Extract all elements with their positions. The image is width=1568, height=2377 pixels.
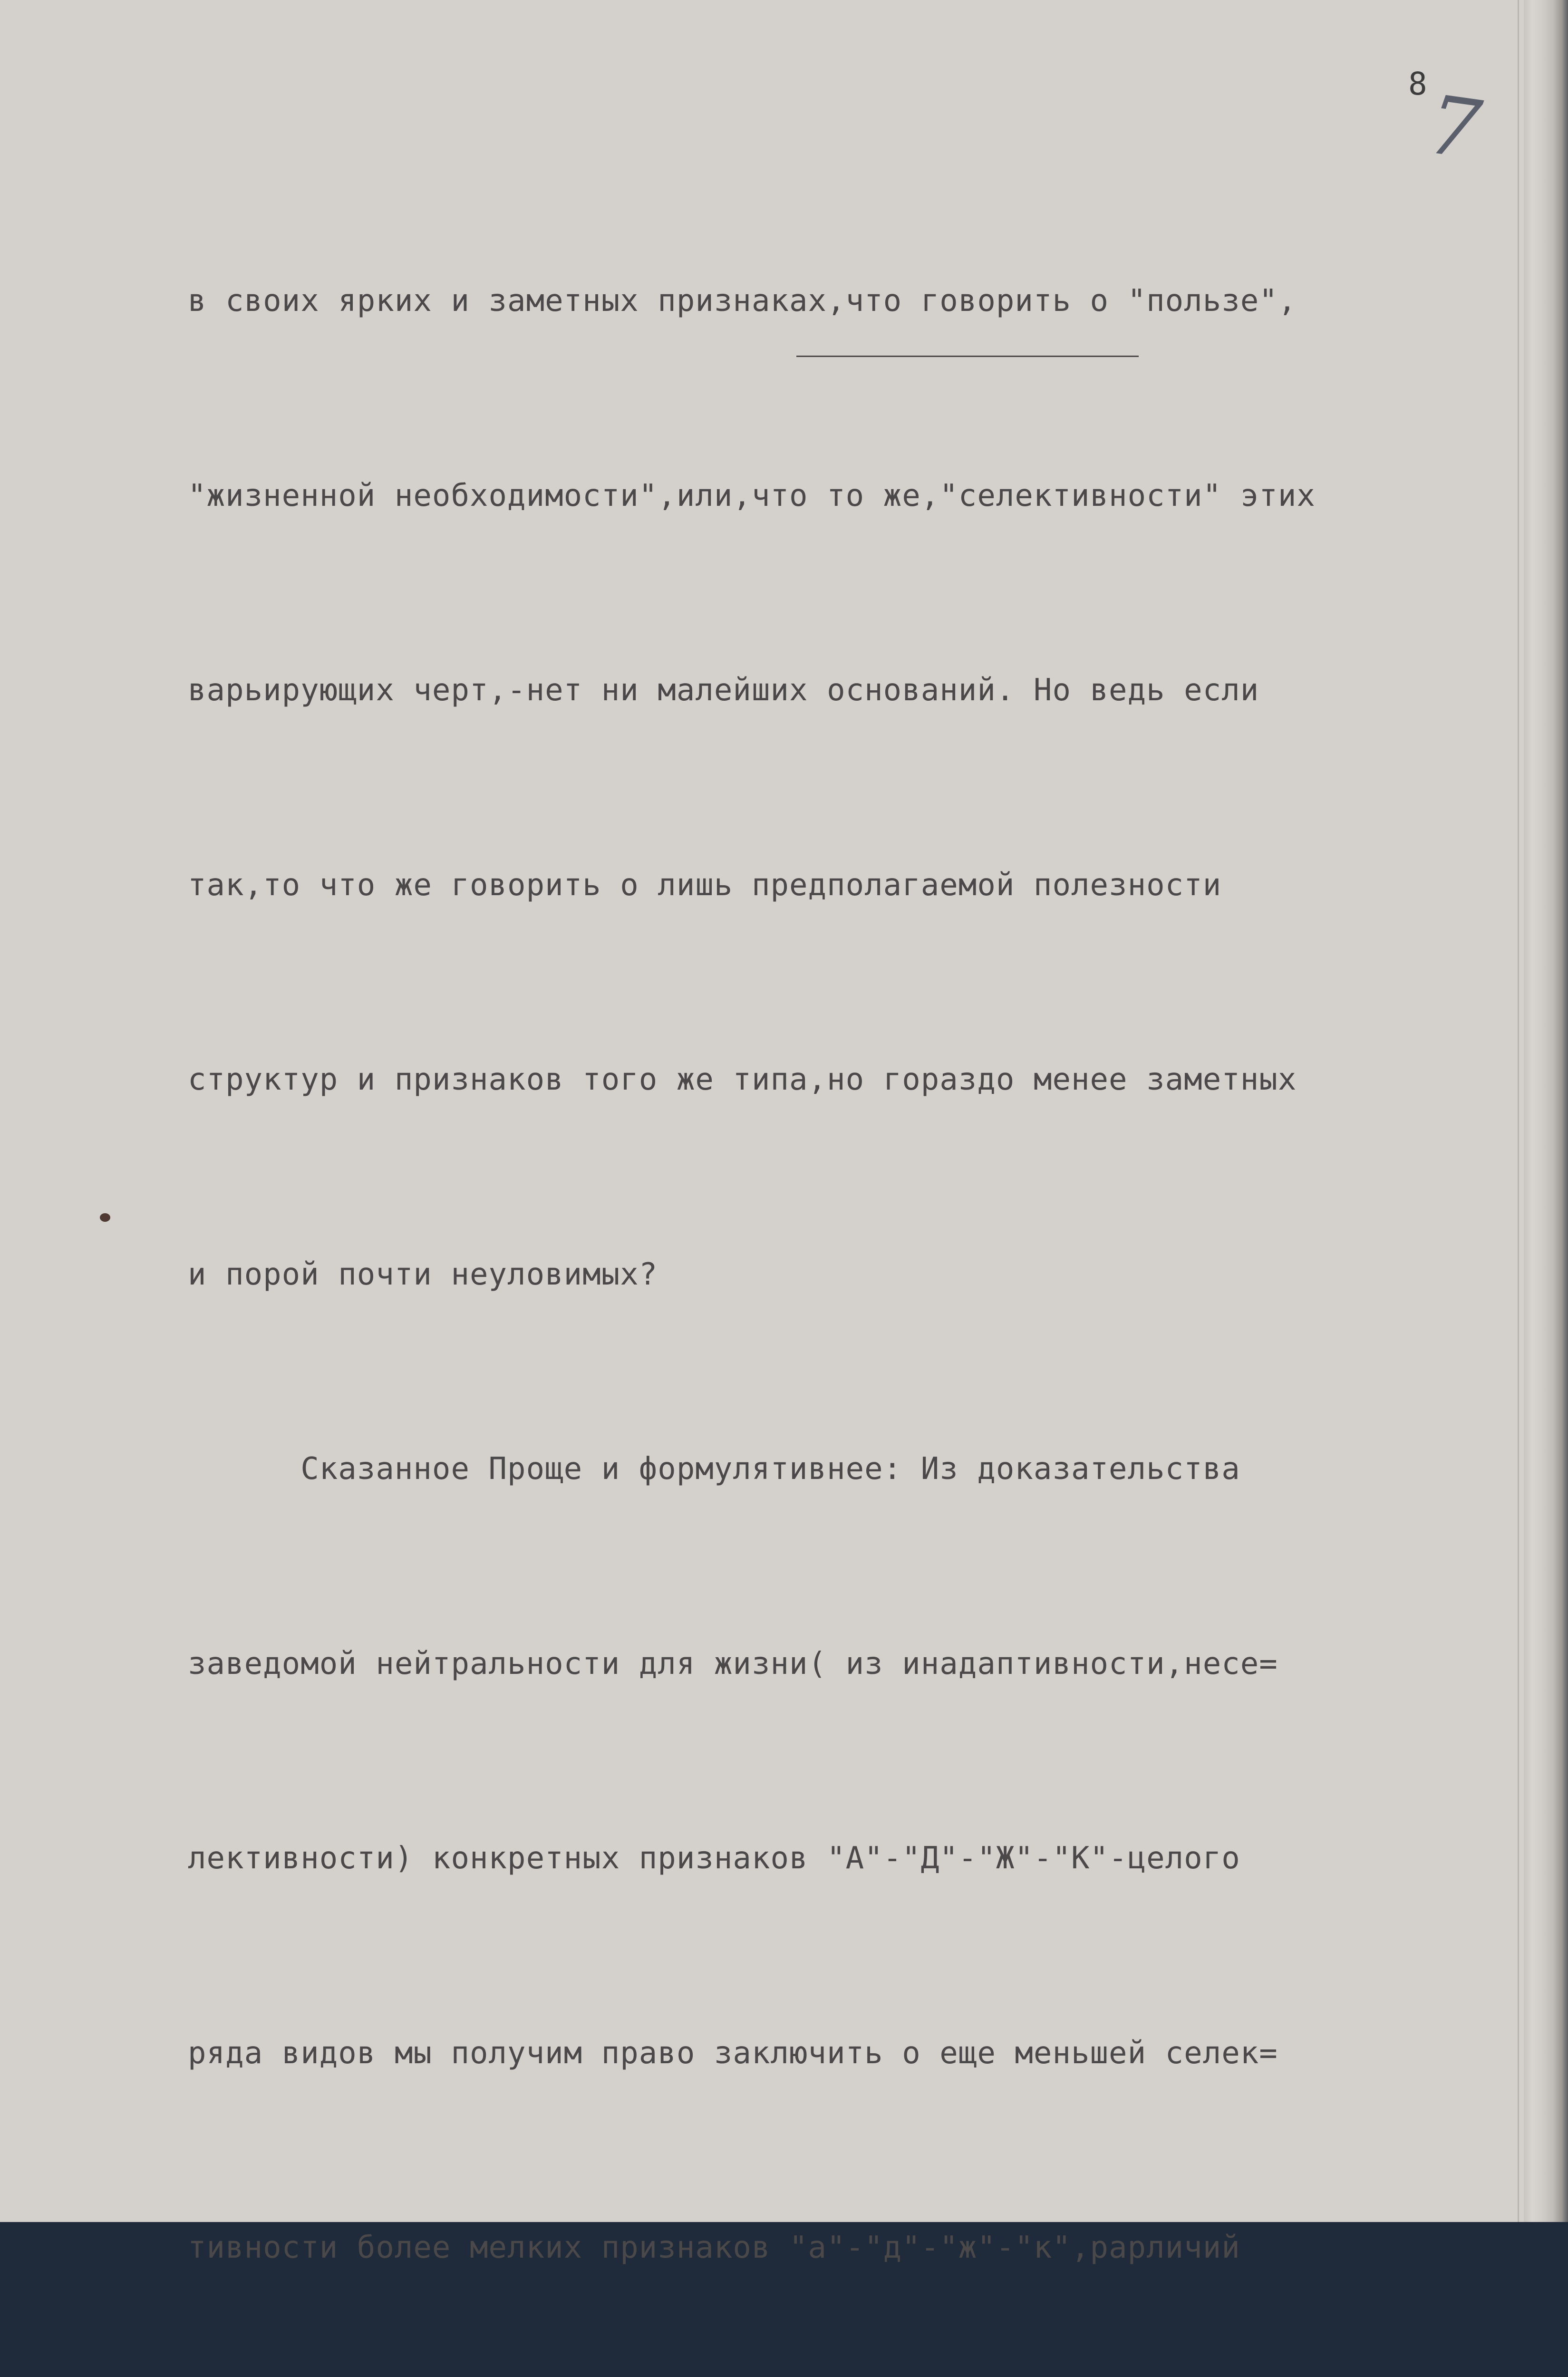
text-line: "жизненной необходимости",или,что то же,"селективности" этих xyxy=(188,478,1316,513)
text-line: Сказанное Проще и формулятивнее: Из доказательства xyxy=(188,1451,1240,1487)
page-number: 8 xyxy=(1408,66,1427,102)
text-line: варьирующих черт,-нет ни малейших оснований. Но ведь если xyxy=(188,673,1259,708)
text-line: так,то что же говорить о лишь предполагаемой полезности xyxy=(188,867,1222,903)
text-line: и порой почти неуловимых? xyxy=(188,1256,658,1292)
ink-spot xyxy=(100,1213,110,1222)
text-line: ряда видов мы получим право заключить о еще меньшей селек= xyxy=(188,2035,1278,2071)
stacked-page-edges xyxy=(1524,0,1568,2222)
text-line: лективности) конкретных признаков "А"-"Д"-"Ж"-"К"-целого xyxy=(188,1841,1240,1876)
text-line: заведомой нейтральности для жизни( из инадаптивности,несе= xyxy=(188,1646,1278,1681)
text-line: структур и признаков того же типа,но гораздо менее заметных xyxy=(188,1062,1297,1097)
text-line: в своих ярких и заметных признаках,что говорить о "пользе", xyxy=(188,283,1297,319)
archive-folio-mark: 7 xyxy=(1422,77,1487,178)
page-fold-shadow xyxy=(1518,0,1519,2222)
text-line: тивности более мелких признаков "а"-"д"-"ж"-"к",рарличий xyxy=(188,2230,1240,2265)
body-text xyxy=(188,139,1471,2377)
